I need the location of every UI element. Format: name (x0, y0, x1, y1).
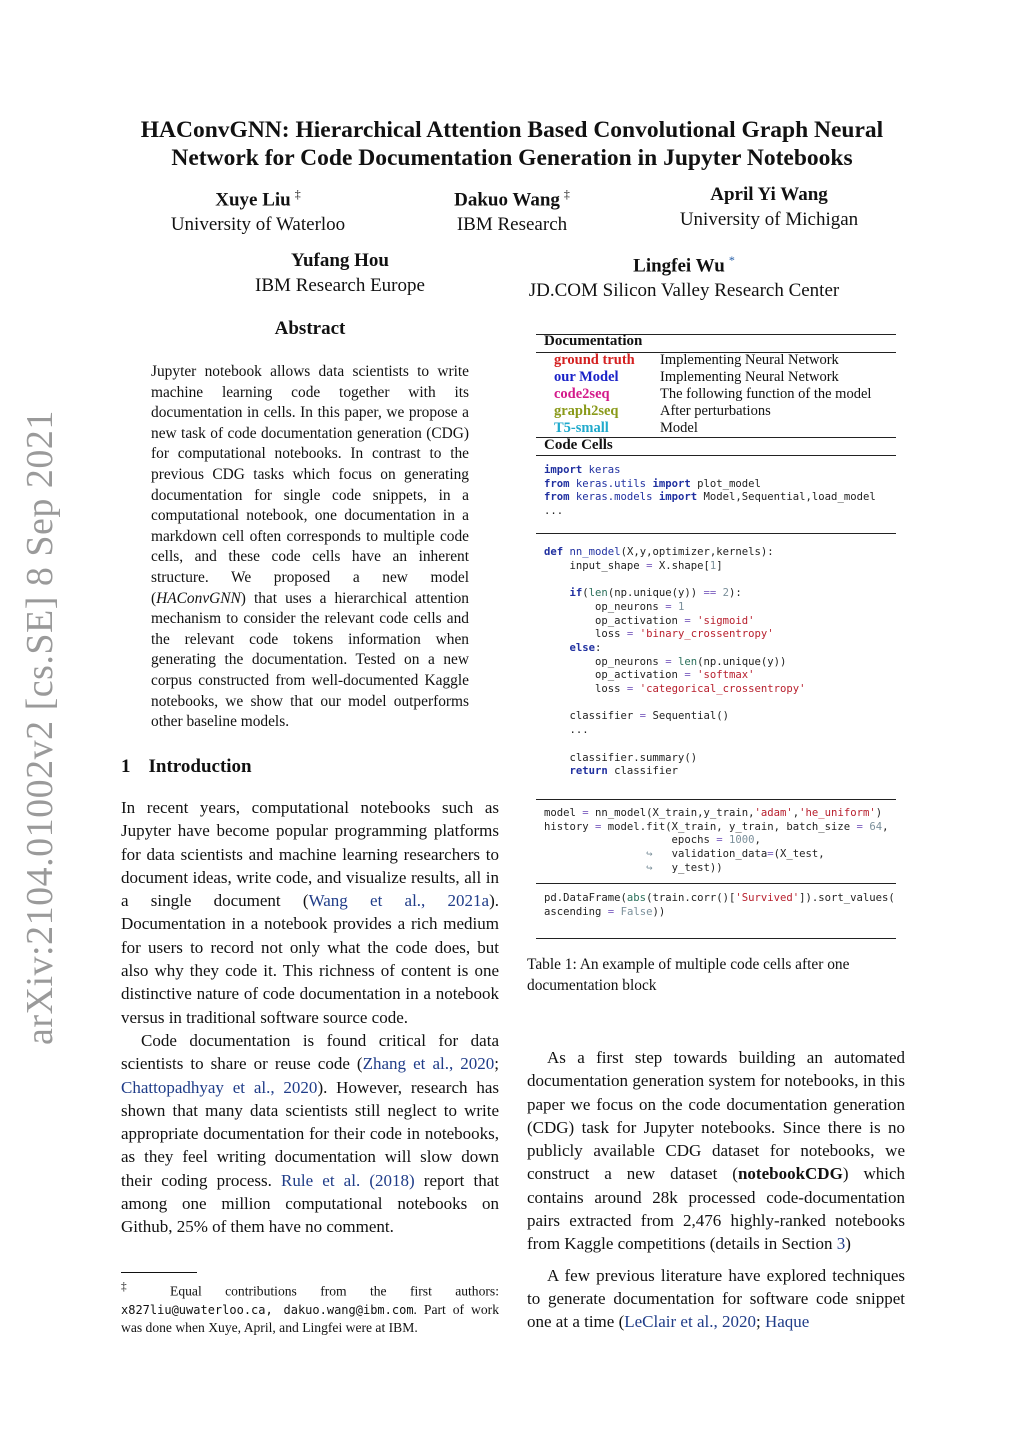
paragraph: A few previous literature have explored techniques to generate documentation for software code snippet one at a time (LeClair et al., 2020; Haque (527, 1265, 905, 1332)
abstract-text: Jupyter notebook allows data scientists to write machine learning code together with its documentation in cells. In this paper, we propose a new task of code documentation generation (CDG) for computational notebooks. In contrast to the previous CDG tasks which focus on generating documentation for single code snippets, in a computational notebook, one documentation in a markdown cell often corresponds to multiple code cells, and these code cells have an inherent structure. We proposed a new model ( (151, 363, 469, 607)
citation-link[interactable]: Wang et al., 2021a (308, 891, 490, 911)
paragraph: In recent years, computational notebooks such as Jupyter have become popular programming platforms for data scientists and machine learning researchers to document ideas, write code, and visualize results, all in a single document (Wang et al., 2021a). Documentation in a notebook provides a rich medium for users to record not only what the code does, but also why they code it. This richness of content is one distinctive nature of code documentation in a notebook versus in traditional software source code. (121, 798, 499, 1027)
code-cell: import keras from keras.utils import plot_model from keras.models import Model,Sequential,load_model ... (544, 464, 876, 518)
citation-link[interactable]: LeClair et al., 2020 (624, 1312, 756, 1332)
author-name: Xuye Liu (215, 189, 291, 211)
footnote-rule (121, 1272, 197, 1273)
table-bottom-rule (536, 938, 896, 939)
author-block (664, 182, 874, 232)
code-cell: pd.DataFrame(abs(train.corr()['Survived']).sort_values( ascending = False)) (544, 892, 895, 918)
model-label: T5-small (554, 420, 609, 436)
citation-link[interactable]: Zhang et al., 2020 (362, 1054, 495, 1074)
table-row (554, 352, 894, 369)
citation-link[interactable]: Chattopadhyay et al., 2020 (121, 1077, 318, 1097)
model-label: graph2seq (554, 403, 619, 419)
documentation-heading: Documentation (544, 333, 643, 349)
paragraph: Code documentation is found critical for data scientists to share or reuse code (Zhang et al., 2020; Chattopadhyay et al., 2020). However, research has shown that many data scientists still neglect to write appropriate documentation for their code in notebooks, as they feel writing documentation will slow down their coding process. Rule et al. (2018) report that among one million computational notebooks on Github, 25% of them have no comment. (121, 1030, 500, 1237)
paragraph: As a first step towards building an automated documentation generation system for notebooks, in this paper we focus on the code documentation generation (CDG) task for Jupyter notebooks. Since there is no publicly available CDG dataset for notebooks, we construct a new dataset (notebookCDG) which contains around 28k processed code-documentation pairs extracted from 2,476 highly-ranked notebooks from Kaggle competitions (details in Section 3) (527, 1048, 905, 1254)
author-block (432, 182, 592, 237)
code-cell: model = nn_model(X_train,y_train,'adam','he_uniform') history = model.fit(X_train, y_train, batch_size = 64, epochs = 1000, ↪ validation_data=(X_test, ↪ y_test)) (544, 807, 889, 874)
code-cell: def nn_model(X,y,optimizer,kernels): input_shape = X.shape[1] if(len(np.unique(y)) == 2): op_neurons = 1 op_activation = 'sigmoid' loss = 'binary_crossentropy' else: op_neurons = len(np.unique(y)) op_activation = 'softmax' loss = 'categorical_crossentropy' classifier = Sequential() ... classifier.summary() return classifier (544, 546, 806, 778)
footnote-emails: x827liu@uwaterloo.ca, dakuo.wang@ibm.com (121, 1302, 414, 1317)
section-heading (121, 756, 252, 778)
right-column-body (527, 1046, 905, 1334)
table-row (554, 403, 894, 420)
paper-title: HAConvGNN: Hierarchical Attention Based Convolutional Graph Neural Network for Code Documentation Generation in Jupyter Notebooks (140, 117, 884, 171)
section-title: Introduction (148, 756, 252, 777)
model-name: HAConvGNN (156, 589, 241, 607)
author-block (508, 248, 860, 303)
author-mark: ‡ (563, 187, 570, 201)
dataset-name: notebookCDG (737, 1164, 843, 1184)
author-affiliation: IBM Research Europe (255, 275, 425, 296)
table-rule (536, 455, 896, 456)
citation-link[interactable]: Haque (764, 1312, 810, 1332)
footnote-mark: ‡ (121, 1281, 147, 1293)
author-mark: ‡ (294, 187, 301, 201)
model-label: our Model (554, 369, 619, 385)
author-affiliation: JD.COM Silicon Valley Research Center (528, 280, 840, 302)
section-number: 1 (121, 756, 131, 777)
code-cell-rule (536, 799, 896, 800)
author-name: Yufang Hou (290, 250, 390, 271)
author-affiliation: University of Waterloo (170, 214, 346, 236)
code-cells-heading: Code Cells (544, 437, 613, 453)
footnote: ‡ Equal contributions from the first authors: x827liu@uwaterloo.ca, dakuo.wang@ibm.com. Part of work was done when Xuye, April, and Lingfei were at IBM. (121, 1281, 499, 1335)
intro-body (121, 796, 499, 1239)
author-affiliation: University of Michigan (679, 209, 859, 230)
table-row (554, 420, 894, 437)
author-block (160, 182, 356, 237)
arxiv-identifier: arXiv:2104.01002v2 [cs.SE] 8 Sep 2021 (19, 410, 61, 1045)
model-label: ground truth (554, 352, 635, 368)
abstract-body (151, 362, 469, 733)
doc-output: Model (660, 420, 698, 436)
author-mark: * (728, 253, 735, 267)
code-cell-rule (536, 883, 896, 884)
abstract-text: ) that uses a hierarchical attention mechanism to consider the relevant code cells and the relevant code tokens information when generating the documentation. Tested on a new corpus constructed from well-documented Kaggle notebooks, we show that our model outperforms other baseline models. (151, 589, 469, 731)
doc-output: Implementing Neural Network (660, 369, 839, 385)
table-caption: Table 1: An example of multiple code cells after one documentation block (527, 956, 850, 994)
author-affiliation: IBM Research (456, 214, 568, 236)
doc-output: Implementing Neural Network (660, 352, 839, 368)
table-row (554, 386, 894, 403)
code-cell-rule (536, 533, 896, 534)
abstract-heading: Abstract (274, 318, 346, 339)
model-label: code2seq (554, 386, 610, 402)
table-row (554, 369, 894, 386)
citation-link[interactable]: Rule et al. (2018) (281, 1170, 415, 1190)
author-name: Dakuo Wang (454, 189, 560, 211)
author-name: April Yi Wang (710, 184, 828, 205)
section-ref-link[interactable]: 3 (836, 1234, 846, 1254)
author-block (240, 248, 440, 298)
doc-output: The following function of the model (660, 386, 872, 402)
doc-output: After perturbations (660, 403, 771, 419)
author-name: Lingfei Wu (633, 255, 725, 277)
